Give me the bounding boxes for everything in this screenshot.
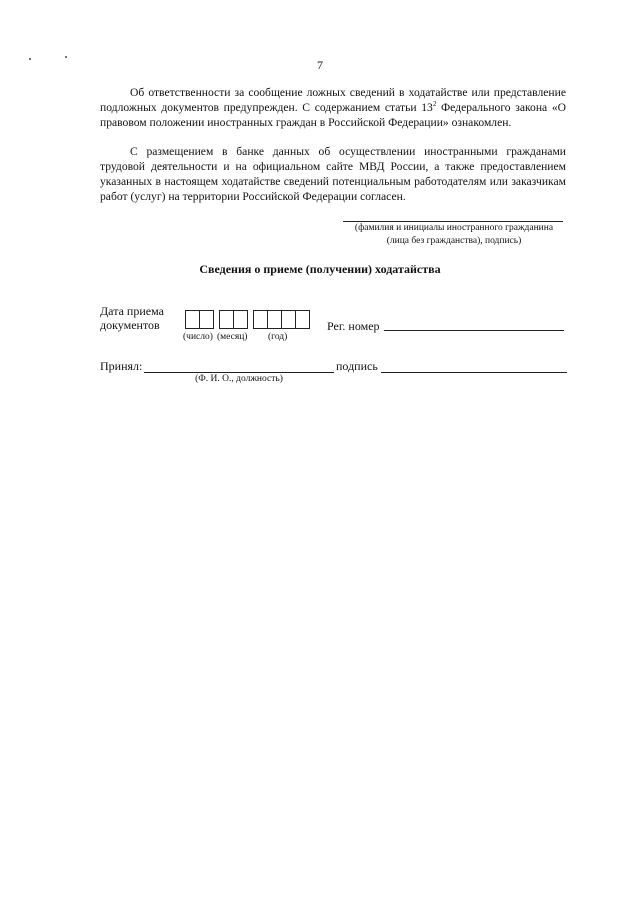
liability-paragraph (100, 85, 566, 130)
accepted-by-caption: (Ф. И. О., должность) (195, 374, 283, 384)
liability-text: Об ответственности за сообщение ложных сведений в ходатайстве или представление подложных документов предупрежден. С содержанием статьи 13 (100, 86, 566, 114)
consent-text: С размещением в банке данных об осуществлении иностранными гражданами трудовой деятельности и на официальном сайте МВД России, а также предоставлением указанных в настоящем ходатайстве сведений потенциальным работодателям или заказчикам работ (услуг) на территории Российской Федерации согласен. (100, 145, 566, 203)
month-digit-box-2[interactable] (233, 310, 248, 329)
year-digit-box-4[interactable] (295, 310, 310, 329)
page-number: 7 (317, 58, 323, 72)
day-digit-box-2[interactable] (199, 310, 214, 329)
liability-text-tail: Федерального закона «О правовом положении иностранных граждан в Российской Федерации» ознакомлен. (100, 101, 566, 129)
accepted-by-label: Принял: (100, 359, 143, 373)
signature-label: подпись (336, 359, 378, 373)
date-received-label (100, 304, 164, 332)
year-digit-box-2[interactable] (267, 310, 282, 329)
date-label-line2: документов (100, 318, 160, 332)
applicant-signature-caption (343, 222, 565, 248)
day-digit-box-1[interactable] (185, 310, 200, 329)
reg-number-field[interactable] (384, 330, 564, 331)
month-caption: (месяц) (217, 332, 248, 342)
article-superscript: 2 (432, 100, 437, 109)
year-caption: (год) (268, 332, 288, 342)
consent-paragraph (100, 144, 566, 204)
day-caption: (число) (183, 332, 213, 342)
section-title: Сведения о приеме (получении) ходатайства (199, 262, 441, 276)
accepted-by-field[interactable] (144, 372, 334, 373)
year-digit-box-3[interactable] (281, 310, 296, 329)
year-digit-box-1[interactable] (253, 310, 268, 329)
signature-caption-line1: (фамилия и инициалы иностранного гражданина (354, 223, 554, 233)
date-label-line1: Дата приема (100, 304, 164, 318)
signature-caption-line2: (лица без гражданства), подпись) (386, 236, 522, 246)
month-digit-box-1[interactable] (219, 310, 234, 329)
reg-number-label: Рег. номер (327, 319, 380, 333)
signature-field[interactable] (381, 372, 567, 373)
